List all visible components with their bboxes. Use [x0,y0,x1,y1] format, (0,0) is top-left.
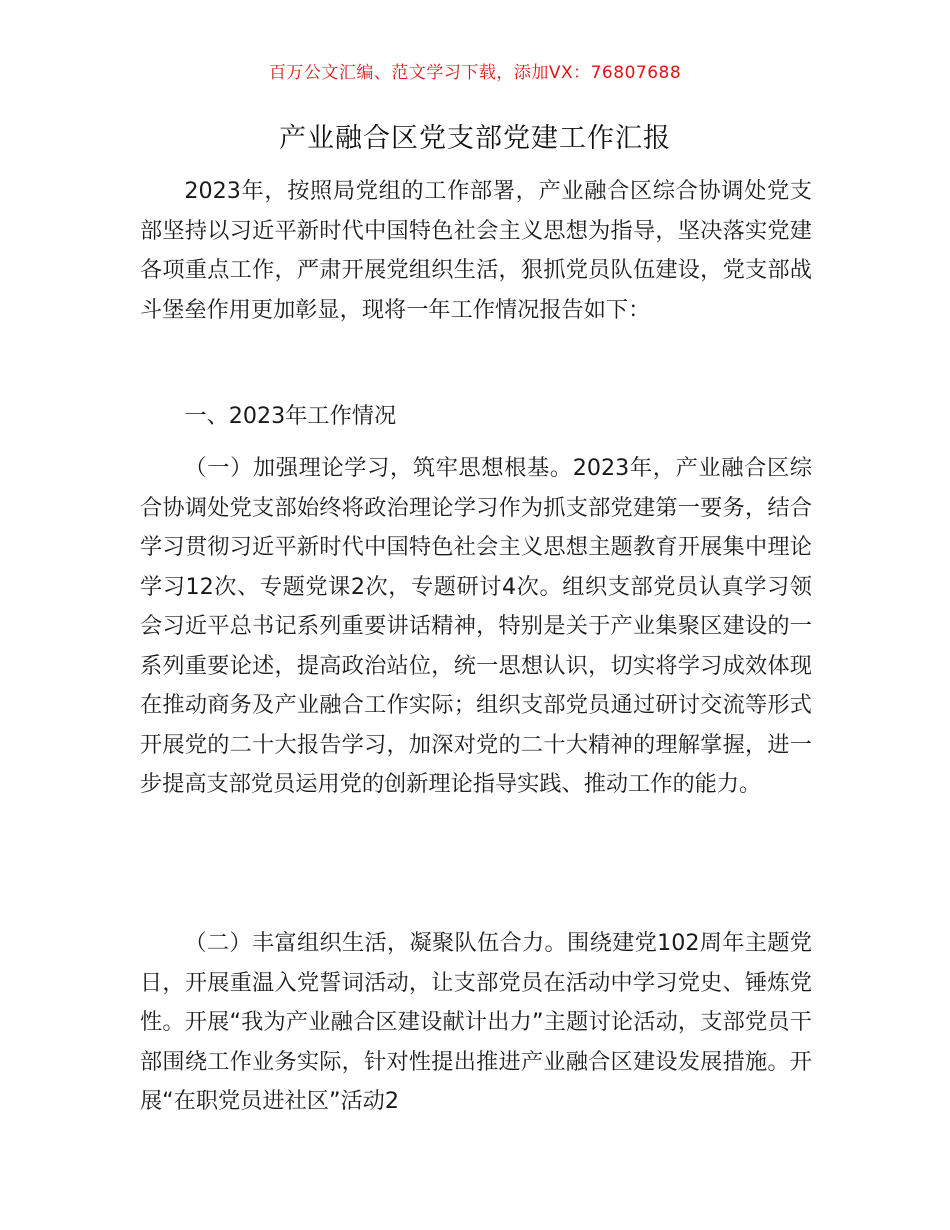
document-title: 产业融合区党支部党建工作汇报 [279,123,671,154]
item2-paragraph-block [140,924,812,1122]
item2-paragraph: （二）丰富组织生活，凝聚队伍合力。围绕建党102周年主题党日，开展重温入党誓词活动，让支部党员在活动中学习党史、锤炼党性。开展“我为产业融合区建设献计出力”主题讨论活动，支部党员干部围绕工作业务实际，针对性提出推进产业融合区建设发展措施。开展“在职党员进社区”活动2 [140,930,812,1114]
section-heading: 一、2023年工作情况 [184,403,397,429]
intro-paragraph: 2023年，按照局党组的工作部署，产业融合区综合协调处党支部坚持以习近平新时代中国特色社会主义思想为指导，坚决落实党建各项重点工作，严肃开展党组织生活，狠抓党员队伍建设，党支部战斗堡垒作用更加彰显，现将一年工作情况报告如下： [140,178,812,323]
watermark-header: 百万公文汇编、范文学习下载，添加VX：76807688 [268,63,682,83]
intro-paragraph-block [140,172,812,330]
item1-paragraph: （一）加强理论学习，筑牢思想根基。2023年，产业融合区综合协调处党支部始终将政治理论学习作为抓支部党建第一要务，结合学习贯彻习近平新时代中国特色社会主义思想主题教育开展集中理论学习12次、专题党课2次，专题研讨4次。组织支部党员认真学习领会习近平总书记系列重要讲话精神，特别是关于产业集聚区建设的一系列重要论述，提高政治站位，统一思想认识，切实将学习成效体现在推动商务及产业融合工作实际；组织支部党员通过研讨交流等形式开展党的二十大报告学习，加深对党的二十大精神的理解掌握，进一步提高支部党员运用党的创新理论指导实践、推动工作的能力。 [140,455,812,797]
section-heading-block [140,397,812,437]
item1-paragraph-block [140,449,812,805]
